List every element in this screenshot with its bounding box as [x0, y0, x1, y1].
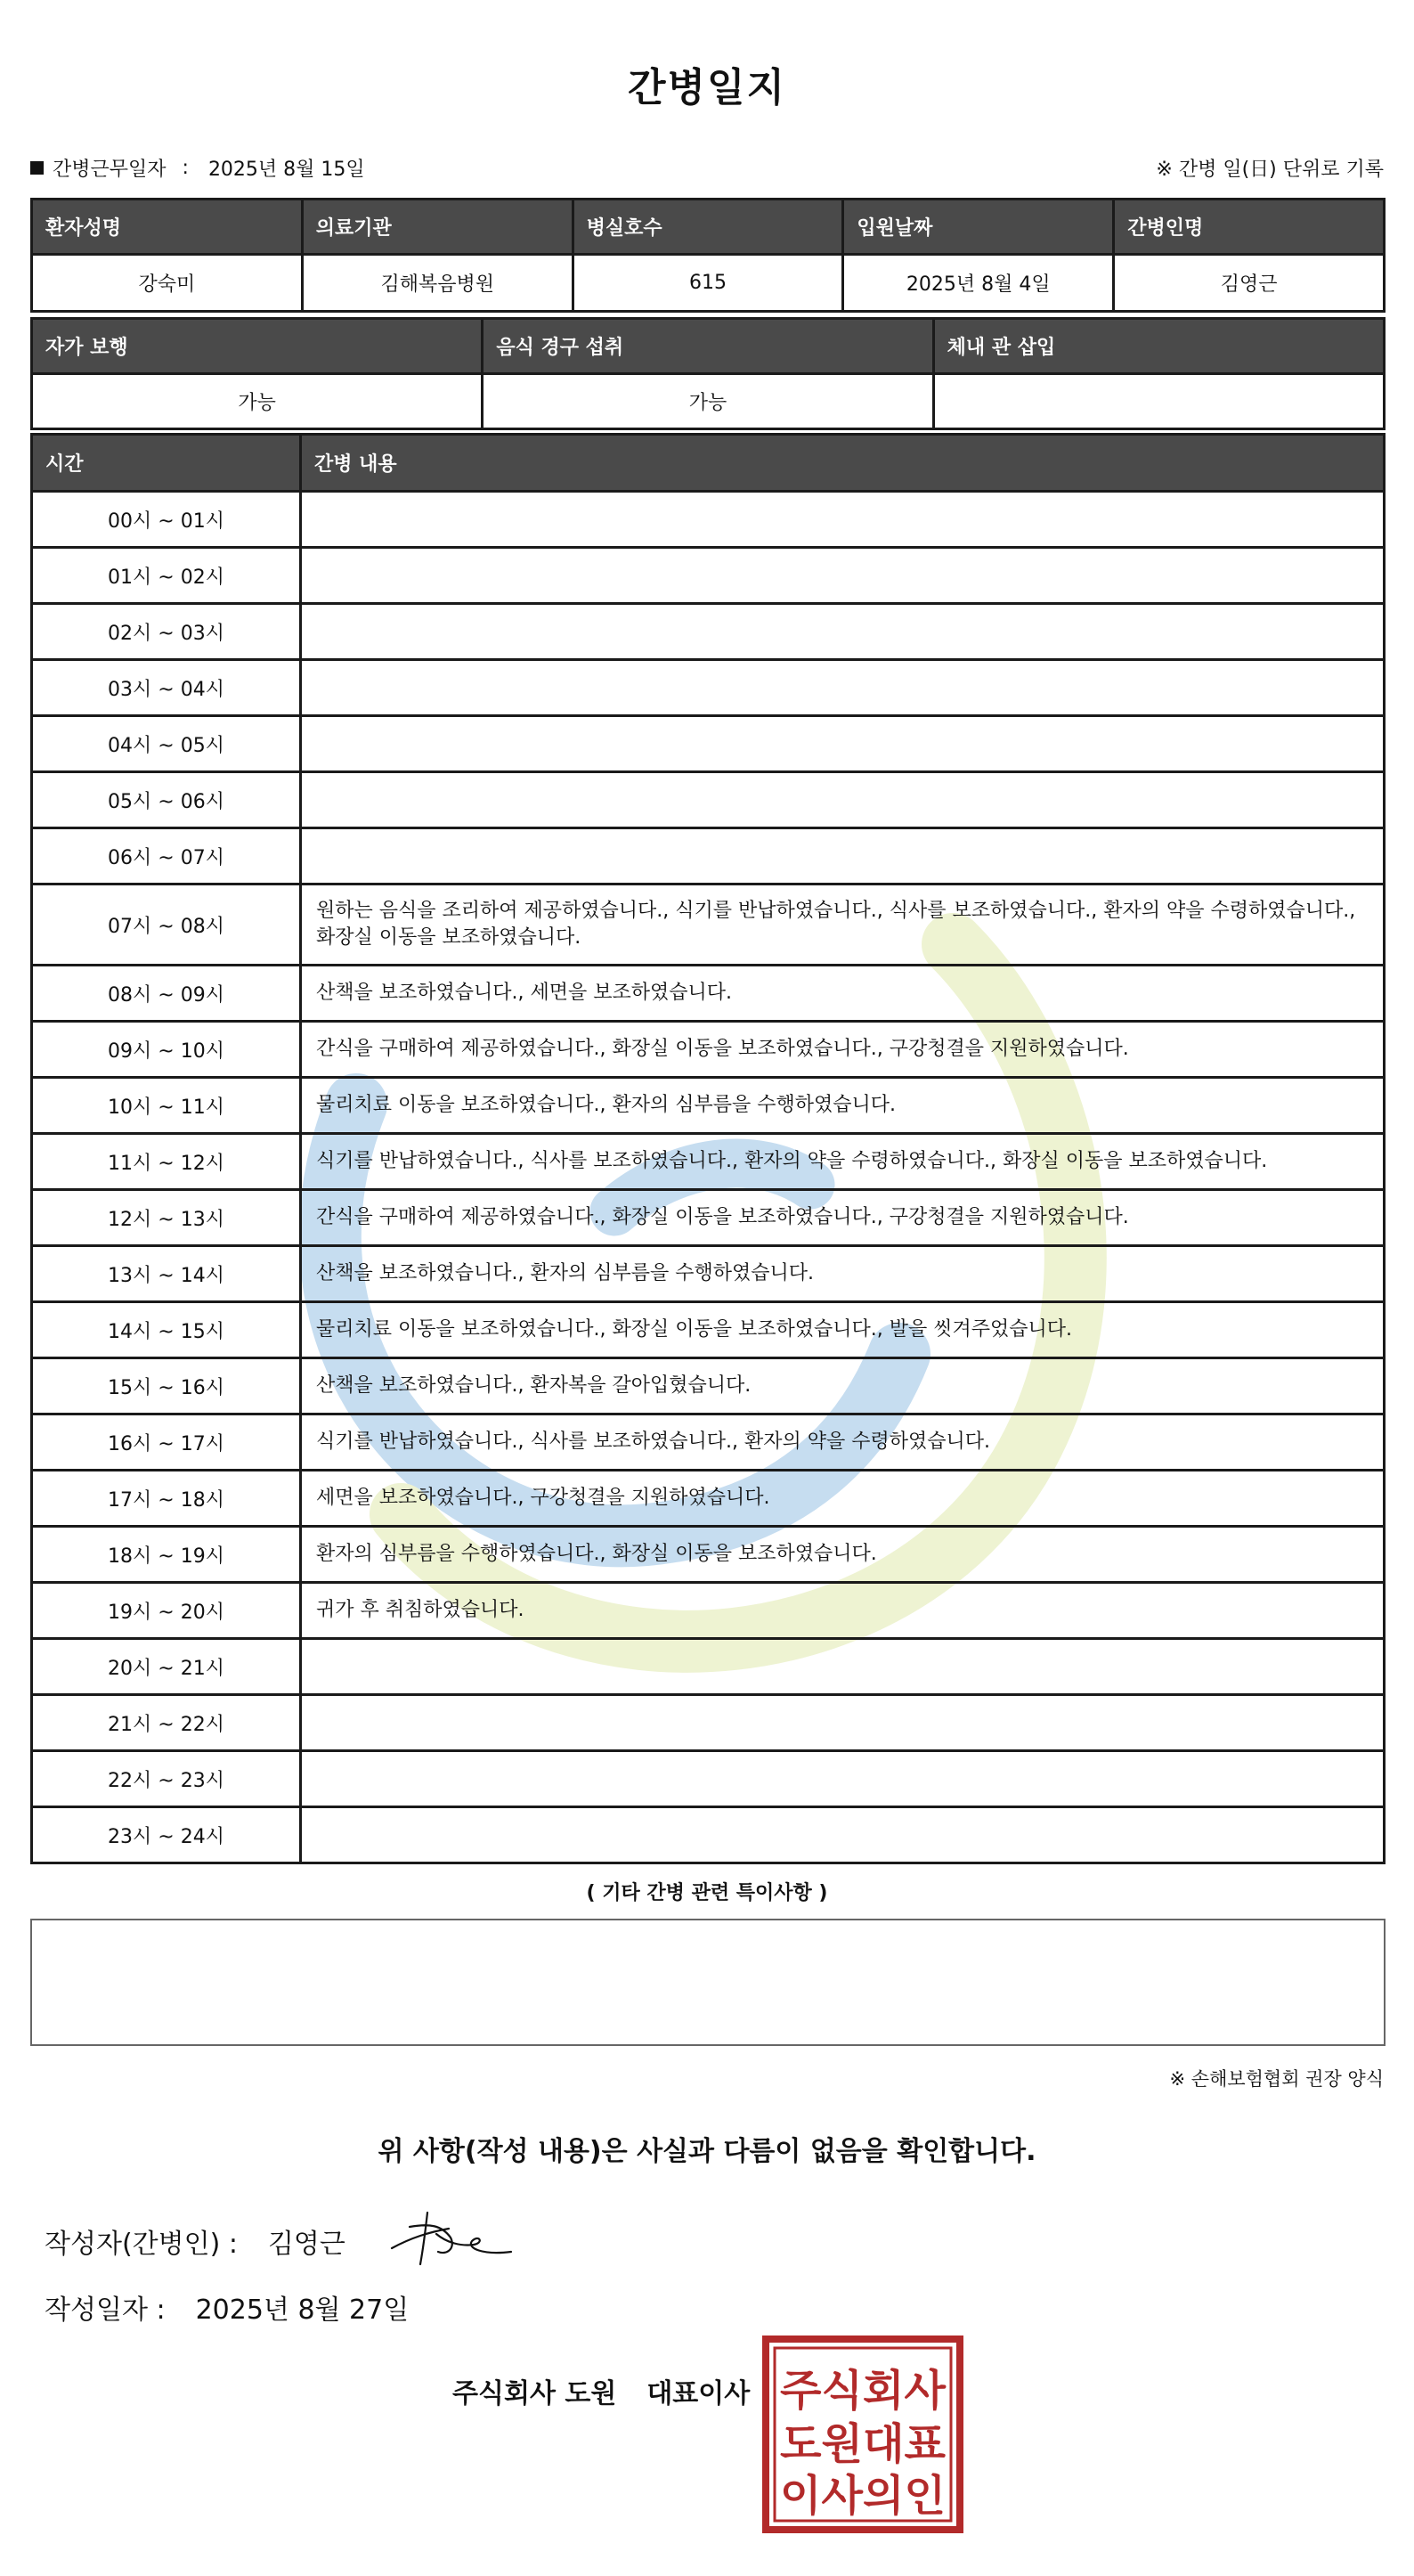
care-log-row [32, 1302, 1385, 1358]
content-cell [301, 660, 1385, 716]
time-cell: 00시 ~ 01시 [32, 492, 301, 548]
page-title: 간병일지 [627, 65, 786, 110]
self-walking-value: 가능 [32, 374, 483, 429]
write-date-row [45, 2287, 409, 2327]
care-log-row [32, 1695, 1385, 1751]
care-log-row [32, 716, 1385, 772]
care-log-row [32, 604, 1385, 660]
content-cell: 물리치료 이동을 보조하였습니다., 화장실 이동을 보조하였습니다., 발을 씻겨주었습니다. [301, 1302, 1385, 1358]
caregiver-name: 김영근 [1114, 255, 1385, 312]
time-cell: 03시 ~ 04시 [32, 660, 301, 716]
time-cell: 05시 ~ 06시 [32, 772, 301, 828]
care-log-row [32, 1078, 1385, 1134]
header-time: 시간 [32, 435, 301, 492]
content-cell [301, 772, 1385, 828]
company-name: 주식회사 도원 [452, 2378, 617, 2409]
write-date-value: 2025년 8월 27일 [195, 2295, 410, 2326]
patient-info-header-row [32, 200, 1385, 255]
patient-info-table [30, 198, 1386, 313]
content-cell [301, 828, 1385, 884]
care-log-row [32, 1751, 1385, 1807]
work-date-label: 간병근무일자 [53, 158, 167, 181]
header-admission-date: 입원날짜 [843, 200, 1114, 255]
bullet-square-icon [30, 161, 44, 175]
content-cell [301, 716, 1385, 772]
header-room-number: 병실호수 [573, 200, 843, 255]
company-seal-icon [762, 2336, 963, 2533]
writer-row [45, 2221, 345, 2261]
content-cell [301, 1639, 1385, 1695]
recommended-form-note: ※ 손해보험협회 권장 양식 [1169, 2068, 1384, 2090]
signature-icon [385, 2202, 518, 2273]
patient-status-header-row [32, 319, 1385, 374]
content-cell: 간식을 구매하여 제공하였습니다., 화장실 이동을 보조하였습니다., 구강청결을 지원하였습니다. [301, 1022, 1385, 1078]
oral-intake-value: 가능 [483, 374, 933, 429]
content-cell: 물리치료 이동을 보조하였습니다., 환자의 심부름을 수행하였습니다. [301, 1078, 1385, 1134]
room-number: 615 [573, 255, 843, 312]
content-cell: 산책을 보조하였습니다., 세면을 보조하였습니다. [301, 966, 1385, 1022]
care-log-row [32, 660, 1385, 716]
time-cell: 15시 ~ 16시 [32, 1358, 301, 1414]
content-cell [301, 1751, 1385, 1807]
special-notes-title: ( 기타 간병 관련 특이사항 ) [586, 1882, 828, 1904]
care-log-row [32, 1471, 1385, 1527]
time-cell: 20시 ~ 21시 [32, 1639, 301, 1695]
time-cell: 10시 ~ 11시 [32, 1078, 301, 1134]
content-cell: 간식을 구매하여 제공하였습니다., 화장실 이동을 보조하였습니다., 구강청결을 지원하였습니다. [301, 1190, 1385, 1246]
writer-label: 작성자(간병인) : [45, 2229, 238, 2260]
care-log-header-row [32, 435, 1385, 492]
content-cell [301, 1695, 1385, 1751]
time-cell: 16시 ~ 17시 [32, 1414, 301, 1471]
svg-text:주식회사: 주식회사 [780, 2366, 947, 2416]
time-cell: 08시 ~ 09시 [32, 966, 301, 1022]
care-log-row [32, 1190, 1385, 1246]
time-cell: 06시 ~ 07시 [32, 828, 301, 884]
time-cell: 18시 ~ 19시 [32, 1527, 301, 1583]
patient-info-value-row [32, 255, 1385, 312]
svg-text:이사의인: 이사의인 [780, 2471, 946, 2521]
patient-name: 강숙미 [32, 255, 303, 312]
header-self-walking: 자가 보행 [32, 319, 483, 374]
time-cell: 19시 ~ 20시 [32, 1583, 301, 1639]
care-log-row [32, 1414, 1385, 1471]
header-hospital: 의료기관 [302, 200, 573, 255]
care-log-row [32, 1134, 1385, 1190]
care-log-row [32, 1358, 1385, 1414]
admission-date: 2025년 8월 4일 [843, 255, 1114, 312]
tube-insertion-value [933, 374, 1384, 429]
content-cell [301, 492, 1385, 548]
company-row [452, 2371, 750, 2410]
confirmation-statement: 위 사항(작성 내용)은 사실과 다름이 없음을 확인합니다. [378, 2136, 1036, 2167]
content-cell: 식기를 반납하였습니다., 식사를 보조하였습니다., 환자의 약을 수령하였습니다., 화장실 이동을 보조하였습니다. [301, 1134, 1385, 1190]
time-cell: 22시 ~ 23시 [32, 1751, 301, 1807]
care-log-row [32, 1022, 1385, 1078]
care-log-row [32, 1807, 1385, 1863]
special-notes-box [30, 1919, 1386, 2046]
content-cell: 원하는 음식을 조리하여 제공하였습니다., 식기를 반납하였습니다., 식사를 보조하였습니다., 환자의 약을 수령하였습니다., 화장실 이동을 보조하였습니다. [301, 884, 1385, 966]
content-cell: 귀가 후 취침하였습니다. [301, 1583, 1385, 1639]
care-log-row [32, 1246, 1385, 1302]
time-cell: 14시 ~ 15시 [32, 1302, 301, 1358]
content-cell [301, 548, 1385, 604]
time-cell: 09시 ~ 10시 [32, 1022, 301, 1078]
care-log-row [32, 1639, 1385, 1695]
care-log-row [32, 966, 1385, 1022]
time-cell: 12시 ~ 13시 [32, 1190, 301, 1246]
content-cell [301, 1807, 1385, 1863]
daily-record-note: ※ 간병 일(日) 단위로 기록 [1156, 158, 1384, 181]
time-cell: 17시 ~ 18시 [32, 1471, 301, 1527]
time-cell: 02시 ~ 03시 [32, 604, 301, 660]
care-log-row [32, 772, 1385, 828]
content-cell: 환자의 심부름을 수행하였습니다., 화장실 이동을 보조하였습니다. [301, 1527, 1385, 1583]
care-log-table [30, 433, 1386, 1864]
svg-text:도원대표: 도원대표 [780, 2419, 947, 2469]
care-log-row [32, 1583, 1385, 1639]
time-cell: 07시 ~ 08시 [32, 884, 301, 966]
work-date-value: 2025년 8월 15일 [207, 158, 365, 181]
patient-status-table [30, 317, 1386, 430]
representative-title: 대표이사 [646, 2378, 751, 2409]
header-patient-name: 환자성명 [32, 200, 303, 255]
content-cell: 산책을 보조하였습니다., 환자의 심부름을 수행하였습니다. [301, 1246, 1385, 1302]
header-tube-insertion: 체내 관 삽입 [933, 319, 1384, 374]
content-cell: 세면을 보조하였습니다., 구강청결을 지원하였습니다. [301, 1471, 1385, 1527]
care-log-row [32, 828, 1385, 884]
content-cell [301, 604, 1385, 660]
patient-status-value-row [32, 374, 1385, 429]
time-cell: 04시 ~ 05시 [32, 716, 301, 772]
content-cell: 산책을 보조하였습니다., 환자복을 갈아입혔습니다. [301, 1358, 1385, 1414]
header-oral-intake: 음식 경구 섭취 [483, 319, 933, 374]
care-log-row [32, 492, 1385, 548]
time-cell: 13시 ~ 14시 [32, 1246, 301, 1302]
time-cell: 23시 ~ 24시 [32, 1807, 301, 1863]
content-cell: 식기를 반납하였습니다., 식사를 보조하였습니다., 환자의 약을 수령하였습니다. [301, 1414, 1385, 1471]
writer-name: 김영근 [267, 2229, 345, 2260]
header-care-content: 간병 내용 [301, 435, 1385, 492]
header-caregiver-name: 간병인명 [1114, 200, 1385, 255]
time-cell: 11시 ~ 12시 [32, 1134, 301, 1190]
write-date-label: 작성일자 : [45, 2295, 166, 2326]
hospital-name: 김해복음병원 [302, 255, 573, 312]
care-log-row [32, 1527, 1385, 1583]
time-cell: 21시 ~ 22시 [32, 1695, 301, 1751]
colon: : [182, 156, 189, 179]
work-date-row [30, 153, 1384, 182]
time-cell: 01시 ~ 02시 [32, 548, 301, 604]
care-log-row [32, 884, 1385, 966]
care-log-row [32, 548, 1385, 604]
